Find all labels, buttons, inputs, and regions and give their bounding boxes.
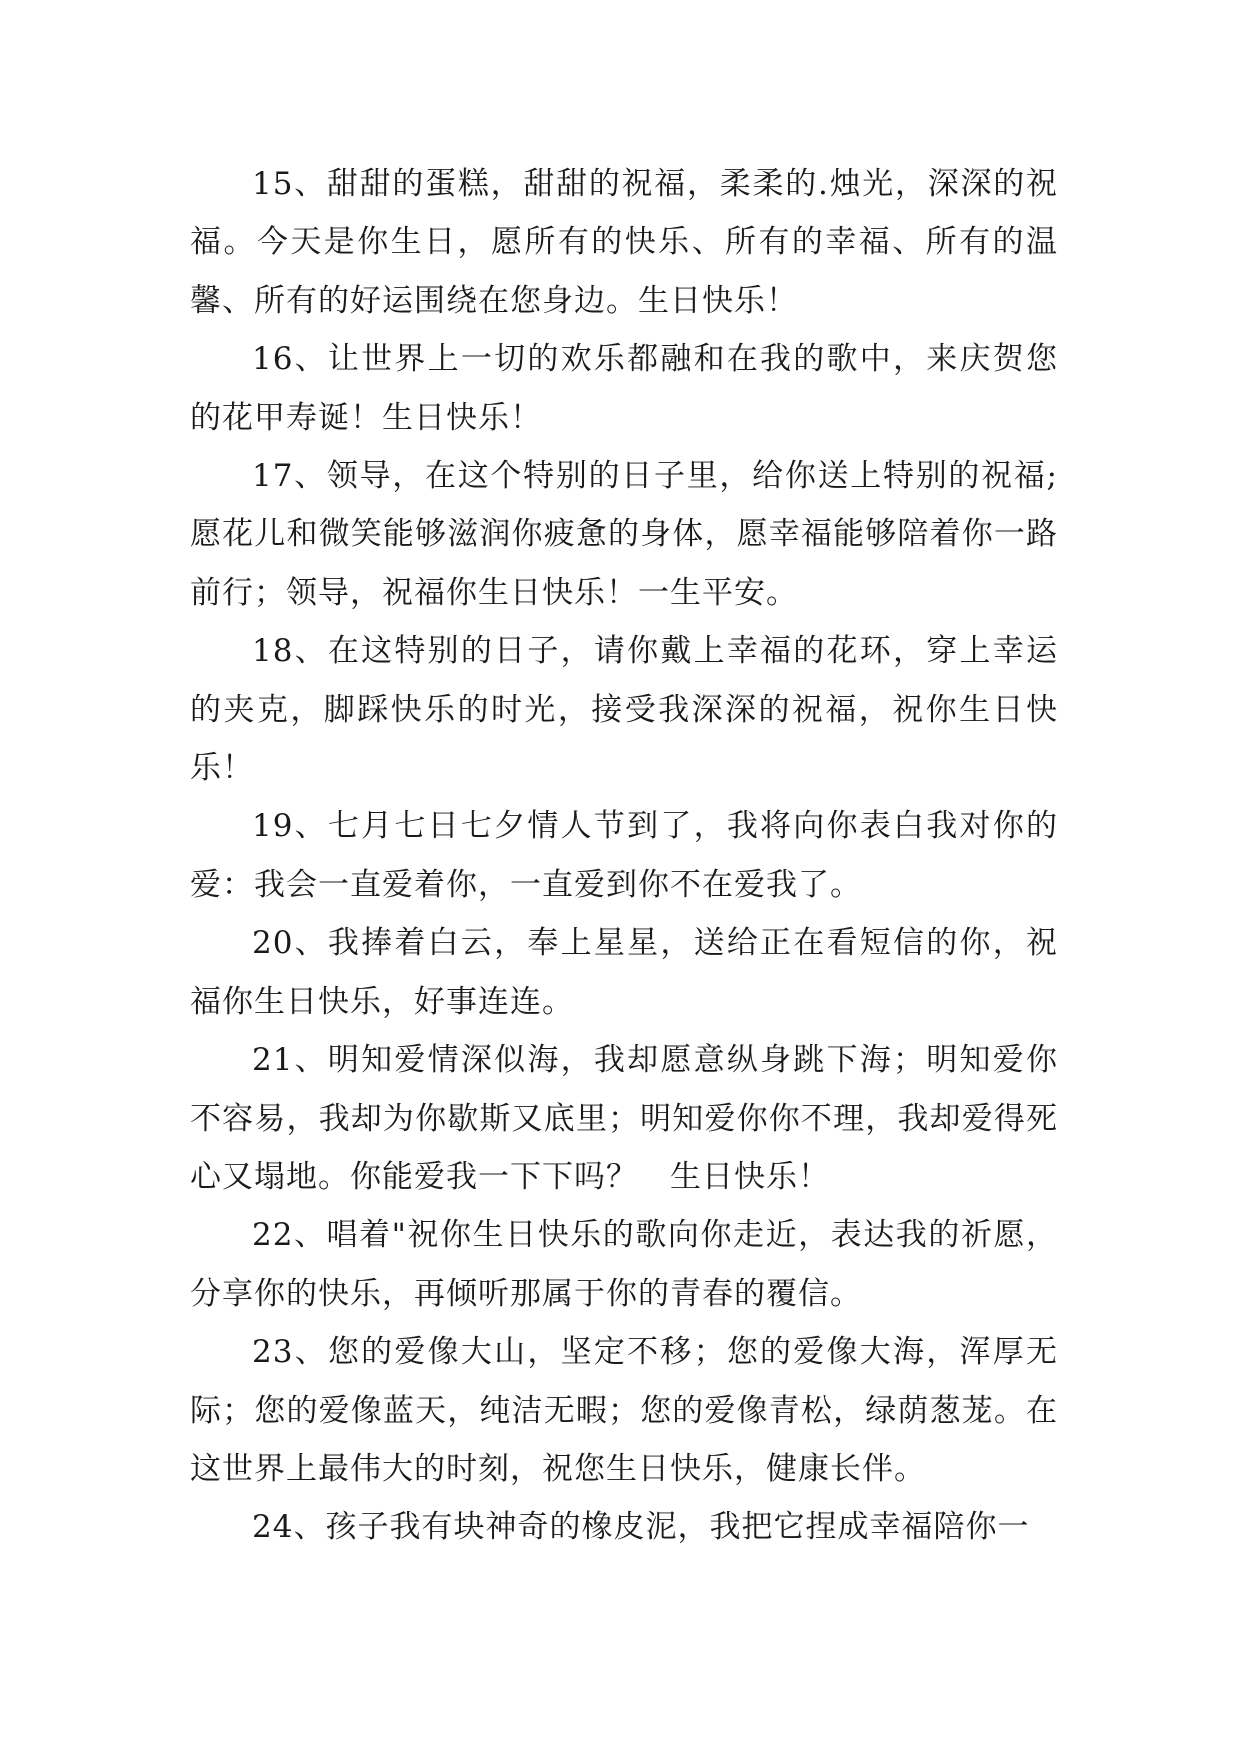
paragraph-17: 17、领导，在这个特别的日子里，给你送上特别的祝福;愿花儿和微笑能够滋润你疲惫的身体，愿幸福能够陪着你一路前行；领导，祝福你生日快乐！一生平安。 [190, 458, 1058, 611]
document-body [190, 155, 1058, 1557]
paragraph-24: 24、孩子我有块神奇的橡皮泥，我把它捏成幸福陪你一 [252, 1509, 1030, 1546]
paragraph-19: 19、七月七日七夕情人节到了，我将向你表白我对你的爱：我会一直爱着你，一直爱到你不在爱我了。 [190, 808, 1058, 903]
paragraph-16: 16、让世界上一切的欢乐都融和在我的歌中，来庆贺您的花甲寿诞！生日快乐！ [190, 341, 1058, 436]
paragraph-21: 21、明知爱情深似海，我却愿意纵身跳下海；明知爱你不容易，我却为你歇斯又底里；明知爱你你不理，我却爱得死心又塌地。你能爱我一下下吗？ 生日快乐！ [190, 1042, 1058, 1195]
paragraph-18: 18、在这特别的日子，请你戴上幸福的花环，穿上幸运的夹克，脚踩快乐的时光，接受我深深的祝福，祝你生日快乐！ [190, 633, 1058, 787]
paragraph-20: 20、我捧着白云，奉上星星，送给正在看短信的你，祝福你生日快乐，好事连连。 [190, 925, 1058, 1020]
paragraph-23: 23、您的爱像大山，坚定不移；您的爱像大海，浑厚无际；您的爱像蓝天，纯洁无暇；您的爱像青松，绿荫葱茏。在这世界上最伟大的时刻，祝您生日快乐，健康长伴。 [190, 1334, 1058, 1487]
paragraph-15: 15、甜甜的蛋糕，甜甜的祝福，柔柔的.烛光，深深的祝福。今天是你生日，愿所有的快乐、所有的幸福、所有的温馨、所有的好运围绕在您身边。生日快乐！ [190, 166, 1058, 319]
paragraph-22: 22、唱着"祝你生日快乐的歌向你走近，表达我的祈愿，分享你的快乐，再倾听那属于你的青春的覆信。 [190, 1217, 1058, 1312]
